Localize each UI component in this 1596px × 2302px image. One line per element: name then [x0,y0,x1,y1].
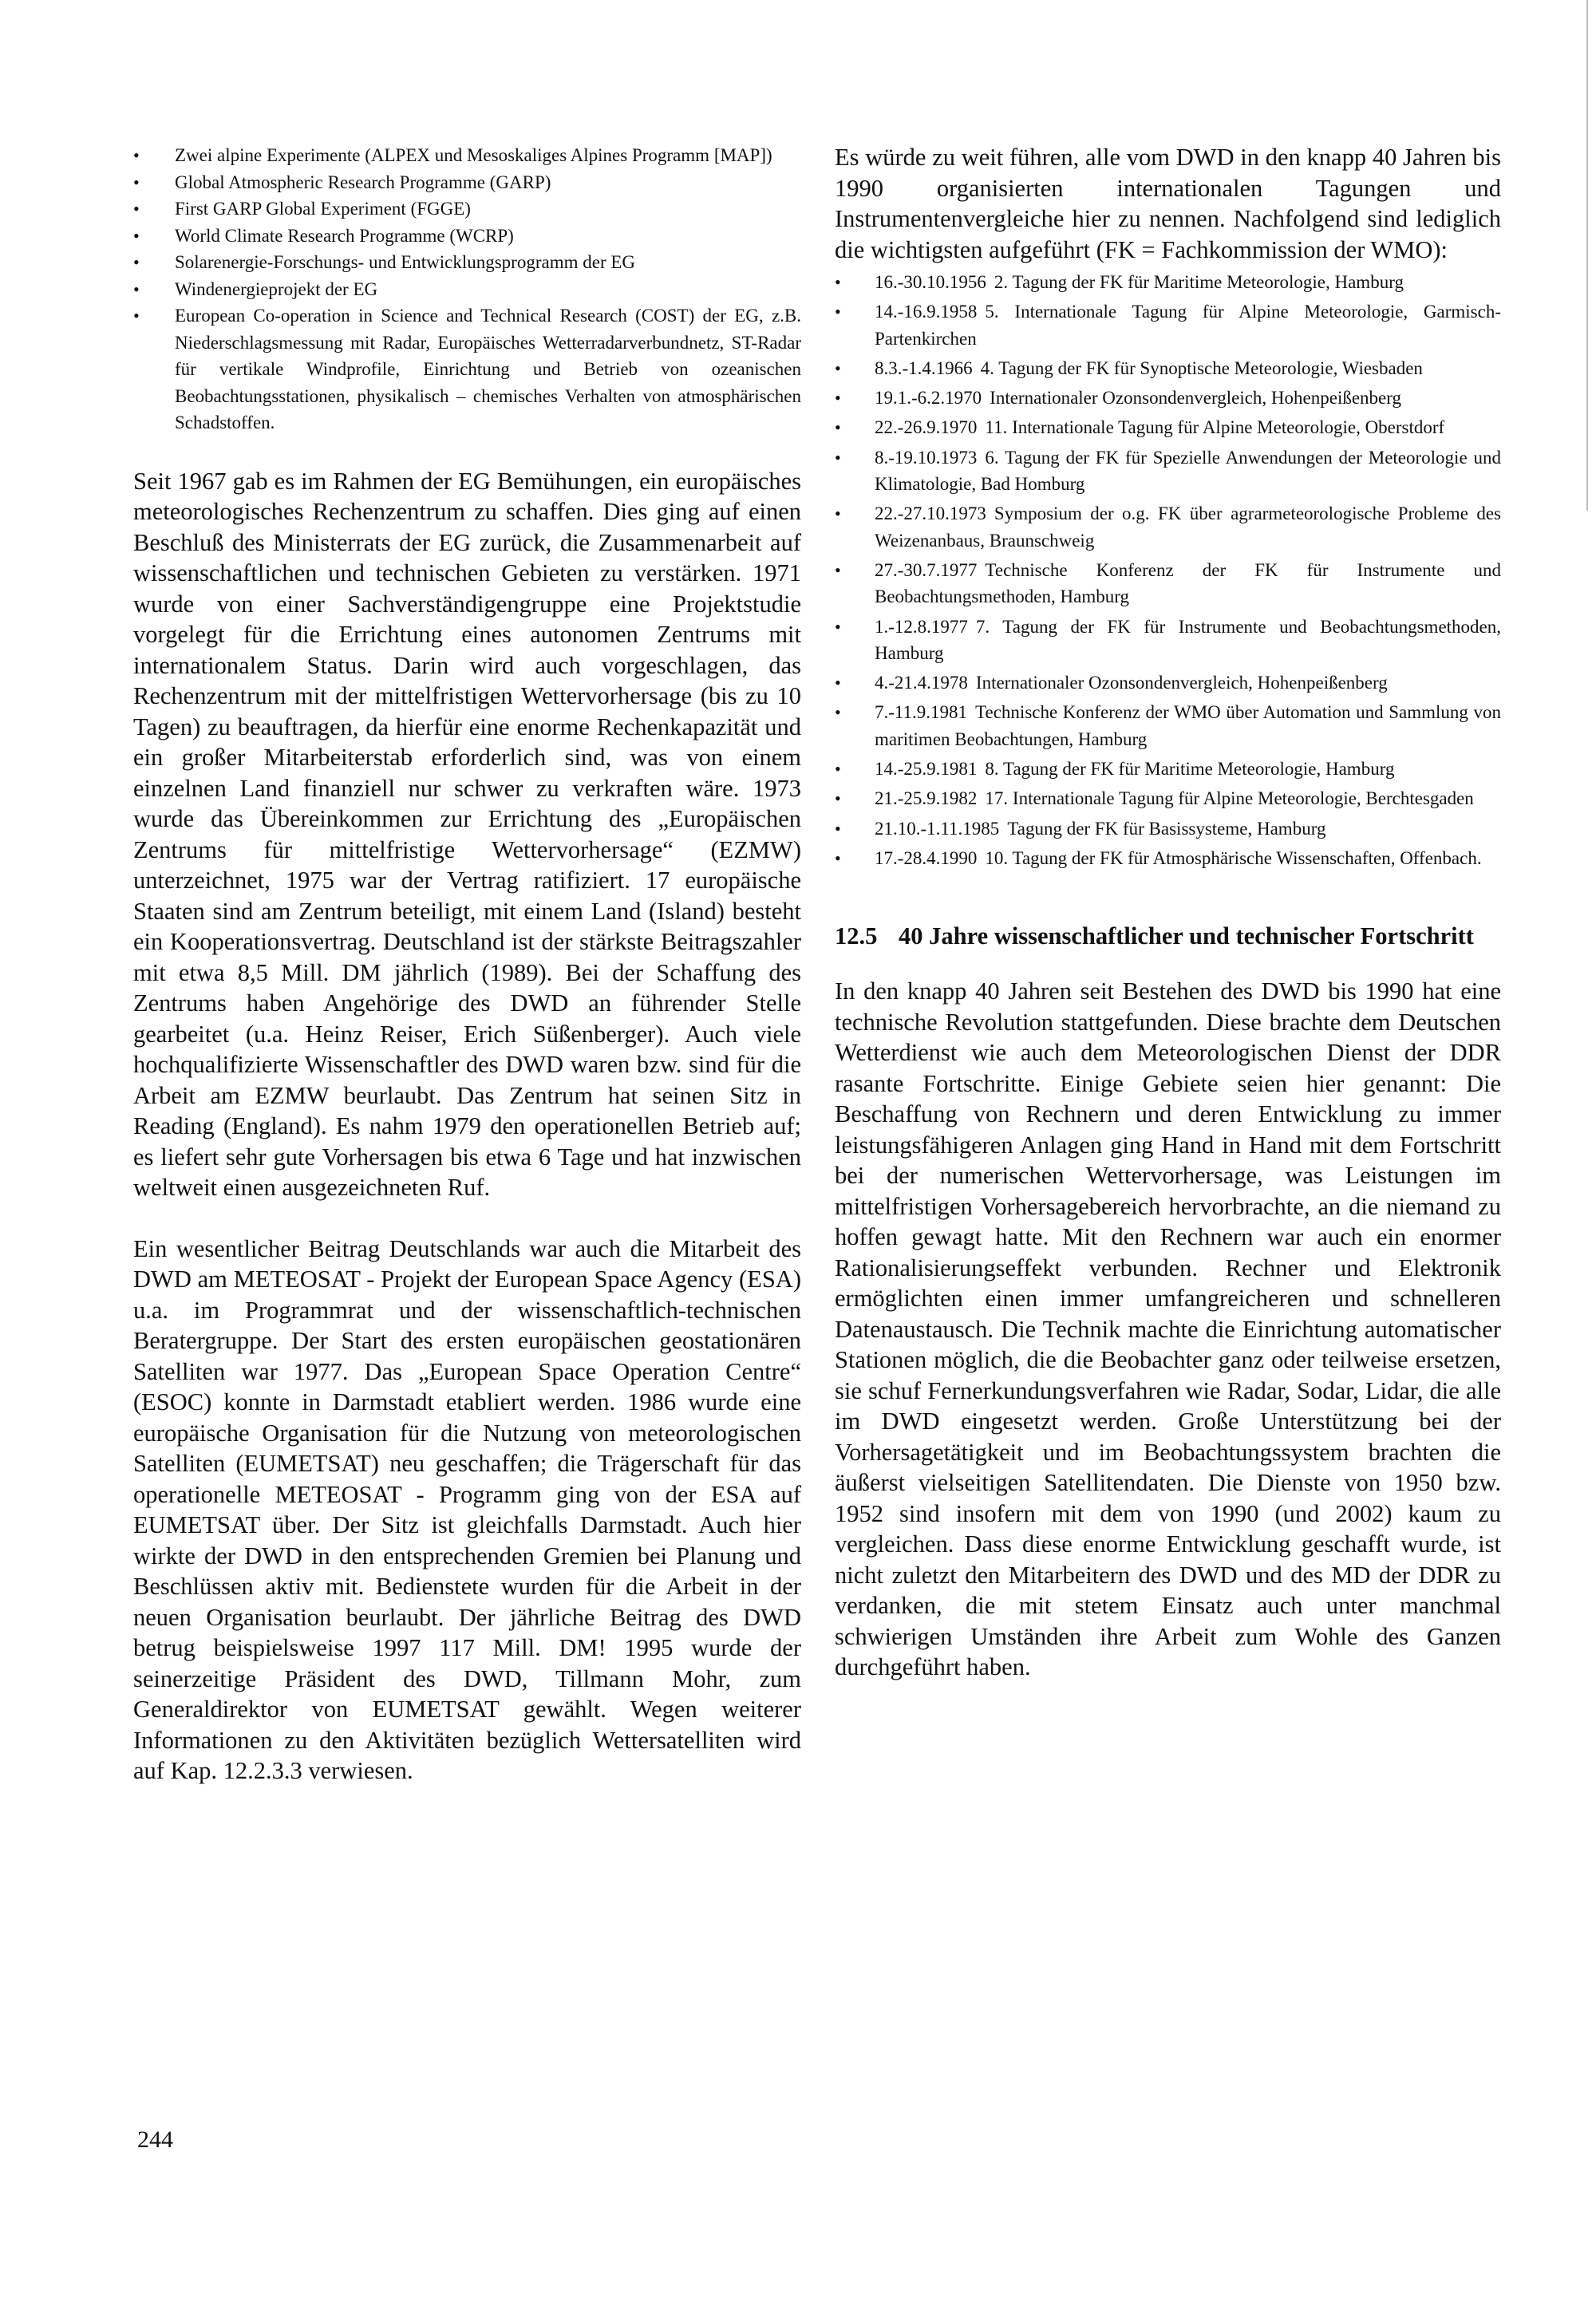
event-text: 17. Internationale Tagung für Alpine Meteorologie, Berchtesgaden [985,788,1474,809]
event-text: 2. Tagung der FK für Maritime Meteorologie, Hamburg [994,272,1404,292]
list-item: • Global Atmospheric Research Programme (GARP) [133,169,801,196]
events-list [835,269,1501,871]
list-item: • Windenergieprojekt der EG [133,276,801,303]
event-item [835,756,1501,782]
right-column [835,142,1501,1683]
event-date: 16.-30.10.1956 [875,272,986,292]
left-column [133,142,801,1787]
ezmw-paragraph: Seit 1967 gab es im Rahmen der EG Bemühungen, ein europäisches meteorologisches Rechenzentrum zu schaffen. Dies ging auf einen Beschluß des Ministerrats der EG zurück, die Zusammenarbeit auf wissenschaftlichen und technischen Gebieten zu verstärken. 1971 wurde von einer Sachverständigengruppe eine Projektstudie vorgelegt für die Errichtung eines autonomen Zentrums mit internationalem Status. Darin wird auch vorgeschlagen, das Rechenzentrum mit der mittelfristigen Wettervorhersage (bis zu 10 Tagen) zu beauftragen, da hierfür eine enorme Rechenkapazität und ein großer Mitarbeiterstab erforderlich sind, was von einem einzelnen Land finanziell nur schwer zu verkraften wäre. 1973 wurde das Übereinkommen zur Errichtung des „Europäischen Zentrums für mittelfristige Wettervorhersage“ (EZMW) unterzeichnet, 1975 war der Vertrag ratifiziert. 17 europäische Staaten sind am Zentrum beteiligt, mit einem Land (Island) besteht ein Kooperationsvertrag. Deutschland ist der stärkste Beitragszahler mit etwa 8,5 Mill. DM jährlich (1989). Bei der Schaffung des Zentrums haben Angehörige des DWD an führender Stelle gearbeitet (u.a. Heinz Reiser, Erich Süßenberger). Auch viele hochqualifizierte Wissenschaftler des DWD waren bzw. sind für die Arbeit am EZMW beurlaubt. Das Zentrum hat seinen Sitz in Reading (England). Es nahm 1979 den operationellen Betrieb auf; es liefert sehr gute Vorhersagen bis etwa 6 Tage und hat inzwischen weltweit einen ausgezeichneten Ruf. [133,467,801,1201]
event-date: 21.10.-1.11.1985 [875,818,1000,839]
event-item [835,845,1501,871]
event-date: 19.1.-6.2.1970 [875,388,982,409]
section-heading [835,922,1501,951]
event-date: 8.-19.10.1973 [875,447,978,468]
event-text: 8. Tagung der FK für Maritime Meteorologie, Hamburg [985,759,1395,780]
progress-paragraph: In den knapp 40 Jahren seit Bestehen des DWD bis 1990 hat eine technische Revolution stattgefunden. Diese brachte dem Deutschen Wetterdienst wie auch dem Meteorologischen Dienst der DDR rasante Fortschritte. Einige Gebiete seien hier genannt: Die Beschaffung von Rechnern und deren Entwicklung zu immer leistungsfähigeren Anlagen ging Hand in Hand mit dem Fortschritt bei der numerischen Wettervorhersage, was Leistungen im mittelfristigen Vorhersagebereich hervorbrachte, an die niemand zu hoffen gewagt hatte. Mit den Rechnern war auch ein enormer Rationalisierungseffekt verbunden. Rechner und Elektronik ermöglichten einen immer umfangreicheren und schnelleren Datenaustausch. Die Technik machte die Einrichtung automatischer Stationen möglich, die die Beobachter ganz oder teilweise ersetzen, sie schuf Fernerkundungsverfahren wie Radar, Sodar, Lidar, die alle im DWD eingesetzt werden. Große Unterstützung bei der Vorhersagetätigkeit und im Beobachtungssystem brachten die äußerst vielseitigen Satellitendaten. Die Dienste von 1950 bzw. 1952 sind insofern mit dem von 1990 (und 2002) kaum zu vergleichen. Dass diese enorme Entwicklung geschafft wurde, ist nicht zuletzt den Mitarbeitern des DWD und des MD der DDR zu verdanken, die mit stetem Einsatz auch unter manchmal schwierigen Umständen ihre Arbeit zum Wohle des Ganzen durchgeführt haben. [835,977,1501,1681]
event-text: 5. Internationale Tagung für Alpine Meteorologie, Garmisch-Partenkirchen [875,302,1501,349]
event-text: Tagung der FK für Basissysteme, Hamburg [1007,818,1326,839]
event-text: Internationaler Ozonsondenvergleich, Hohenpeißenberg [990,388,1401,409]
event-date: 21.-25.9.1982 [875,788,978,809]
list-item: • First GARP Global Experiment (FGGE) [133,195,801,223]
section-title: 40 Jahre wissenschaftlicher und technischer Fortschritt [899,922,1474,950]
event-date: 14.-16.9.1958 [875,302,978,322]
event-item [835,699,1501,752]
list-item: • World Climate Research Programme (WCRP) [133,223,801,250]
scan-edge-line [1586,0,1588,511]
event-text: Symposium der o.g. FK über agrarmeteorologische Probleme des Weizenanbaus, Braunschweig [875,503,1501,551]
event-item [835,355,1501,381]
event-text: Internationaler Ozonsondenvergleich, Hohenpeißenberg [975,673,1388,693]
event-date: 7.-11.9.1981 [875,702,968,723]
event-date: 22.-27.10.1973 [875,503,986,524]
section-number: 12.5 [835,922,878,950]
event-item [835,385,1501,411]
event-item [835,269,1501,295]
list-item: • Solarenergie-Forschungs- und Entwicklungsprogramm der EG [133,249,801,276]
event-text: 11. Internationale Tagung für Alpine Meteorologie, Oberstdorf [985,417,1445,438]
event-date: 1.-12.8.1977 [875,616,968,637]
event-date: 22.-26.9.1970 [875,417,978,438]
event-item [835,785,1501,811]
event-item [835,500,1501,554]
page-number: 244 [137,2126,173,2153]
event-item [835,557,1501,610]
program-list [133,142,801,436]
event-text: Technische Konferenz der FK für Instrumente und Beobachtungsmethoden, Hamburg [875,559,1501,607]
event-date: 27.-30.7.1977 [875,559,978,580]
event-text: 10. Tagung der FK für Atmosphärische Wissenschaften, Offenbach. [985,847,1482,868]
event-item [835,669,1501,696]
event-date: 14.-25.9.1981 [875,759,978,780]
event-item [835,815,1501,842]
event-item [835,414,1501,440]
event-text: 4. Tagung der FK für Synoptische Meteorologie, Wiesbaden [980,357,1423,378]
event-date: 4.-21.4.1978 [875,673,968,693]
list-item: • Zwei alpine Experimente (ALPEX und Mesoskaliges Alpines Programm [MAP]) [133,142,801,169]
event-item [835,298,1501,352]
event-text: 6. Tagung der FK für Spezielle Anwendungen der Meteorologie und Klimatologie, Bad Homburg [875,447,1501,495]
event-item [835,614,1501,667]
list-item: • European Co-operation in Science and Technical Research (COST) der EG, z.B. Niederschlagsmessung mit Radar, Europäisches Wetterradarverbundnetz, ST-Radar für vertikale Windprofile, Einrichtung und Betrieb von ozeanischen Beobachtungsstationen, physikalisch – chemisches Verhalten von atmosphärischen Schadstoffen. [133,302,801,436]
event-date: 8.3.-1.4.1966 [875,357,973,378]
meteosat-paragraph: Ein wesentlicher Beitrag Deutschlands war auch die Mitarbeit des DWD am METEOSAT - Projekt der European Space Agency (ESA) u.a. im Programmrat und der wissenschaftlich-technischen Beratergruppe. Der Start des ersten europäischen geostationären Satelliten war 1977. Das „European Space Operation Centre“ (ESOC) konnte in Darmstadt etabliert werden. 1986 wurde eine europäische Organisation für die Nutzung von meteorologischen Satelliten (EUMETSAT) neu geschaffen; die Trägerschaft für das operationelle METEOSAT - Programm ging von der ESA auf EUMETSAT über. Der Sitz ist gleichfalls Darmstadt. Auch hier wirkte der DWD in den entsprechenden Gremien bei Planung und Beschlüssen aktiv mit. Bedienstete wurden für die Arbeit in der neuen Organisation beurlaubt. Der jährliche Beitrag des DWD betrug beispielsweise 1997 117 Mill. DM! 1995 wurde der seinerzeitige Präsident des DWD, Tillmann Mohr, zum Generaldirektor von EUMETSAT gewählt. Wegen weiterer Informationen zu den Aktivitäten bezüglich Wettersatelliten wird auf Kap. 12.2.3.3 verwiesen. [133,1234,801,1784]
event-text: Technische Konferenz der WMO über Automation und Sammlung von maritimen Beobachtungen, Hamburg [875,702,1501,749]
events-intro-paragraph: Es würde zu weit führen, alle vom DWD in den knapp 40 Jahren bis 1990 organisierten internationalen Tagungen und Instrumentenvergleiche hier zu nennen. Nachfolgend sind lediglich die wichtigsten aufgeführt (FK = Fachkommission der WMO): [835,144,1501,263]
event-date: 17.-28.4.1990 [875,847,978,868]
event-item [835,444,1501,498]
event-text: 7. Tagung der FK für Instrumente und Beobachtungsmethoden, Hamburg [875,616,1501,663]
